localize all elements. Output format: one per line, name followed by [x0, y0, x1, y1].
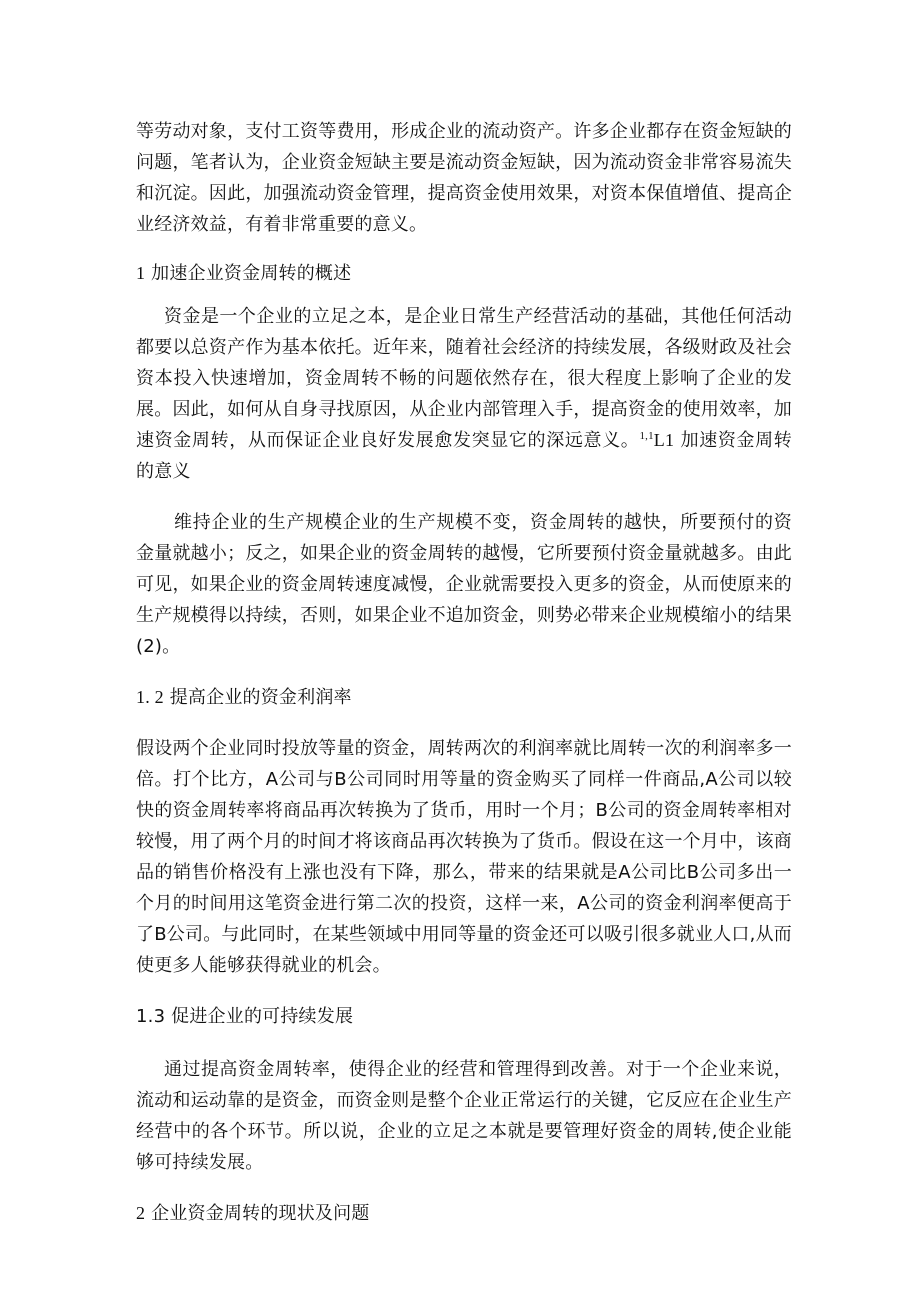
inline-heading-text: 加速资金周转的意义	[136, 430, 793, 482]
document-body	[136, 116, 792, 1229]
inline-heading-number: L1	[653, 430, 675, 450]
heading-1-2-number: 1. 2	[136, 687, 164, 707]
heading-1-text: 加速企业资金周转的概述	[151, 263, 352, 284]
paragraph-intro: 等劳动对象，支付工资等费用，形成企业的流动资产。许多企业都存在资金短缺的问题，笔者认为，企业资金短缺主要是流动资金短缺，因为流动资金非常容易流失和沉淀。因此，加强流动资金管理，提高资金使用效果，对资本保值增值、提高企业经济效益，有着非常重要的意义。	[136, 121, 792, 235]
heading-2-text: 企业资金周转的现状及问题	[151, 1203, 370, 1224]
paragraph-scale: 维持企业的生产规模企业的生产规模不变，资金周转的越快，所要预付的资金量就越小；反之，如果企业的资金周转的越慢，它所要预付资金量就越多。由此可见，如果企业的资金周转速度减慢，企业就需要投入更多的资金，从而使原来的生产规模得以持续，否则，如果企业不追加资金，则势必带来企业规模缩小的结果(2)。	[136, 512, 792, 657]
heading-1-3: 1.3 促进企业的可持续发展	[136, 1006, 354, 1027]
heading-1	[136, 258, 792, 289]
heading-1-number: 1	[136, 263, 146, 283]
paragraph-overview-text: 资金是一个企业的立足之本，是企业日常生产经营活动的基础，其他任何活动都要以总资产作为基本依托。近年来，随着社会经济的持续发展，各级财政及社会资本投入快速增加，资金周转不畅的问题依然存在，很大程度上影响了企业的发展。因此，如何从自身寻找原因，从企业内部管理入手，提高资金的使用效率，加速资金周转，从而保证企业良好发展愈发突显它的深远意义。	[136, 306, 792, 451]
paragraph-overview	[136, 301, 792, 487]
citation-superscript: 1,1	[639, 430, 654, 442]
heading-2-number: 2	[136, 1203, 146, 1223]
heading-1-2	[136, 682, 792, 713]
paragraph-sustainable: 通过提高资金周转率，使得企业的经营和管理得到改善。对于一个企业来说，流动和运动靠的是资金，而资金则是整个企业正常运行的关键，它反应在企业生产经营中的各个环节。所以说，企业的立足之本就是要管理好资金的周转,使企业能够可持续发展。	[136, 1059, 792, 1173]
heading-1-2-text: 提高企业的资金利润率	[169, 687, 352, 708]
heading-2	[136, 1198, 792, 1229]
paragraph-profit: 假设两个企业同时投放等量的资金，周转两次的利润率就比周转一次的利润率多一倍。打个比方，A公司与B公司同时用等量的资金购买了同样一件商品,A公司以较快的资金周转率将商品再次转换为了货币，用时一个月；B公司的资金周转率相对较慢，用了两个月的时间才将该商品再次转换为了货币。假设在这一个月中，该商品的销售价格没有上涨也没有下降，那么，带来的结果就是A公司比B公司多出一个月的时间用这笔资金进行第二次的投资，这样一来，A公司的资金利润率便高于了B公司。与此同时，在某些领域中用同等量的资金还可以吸引很多就业人口,从而使更多人能够获得就业的机会。	[136, 738, 792, 976]
